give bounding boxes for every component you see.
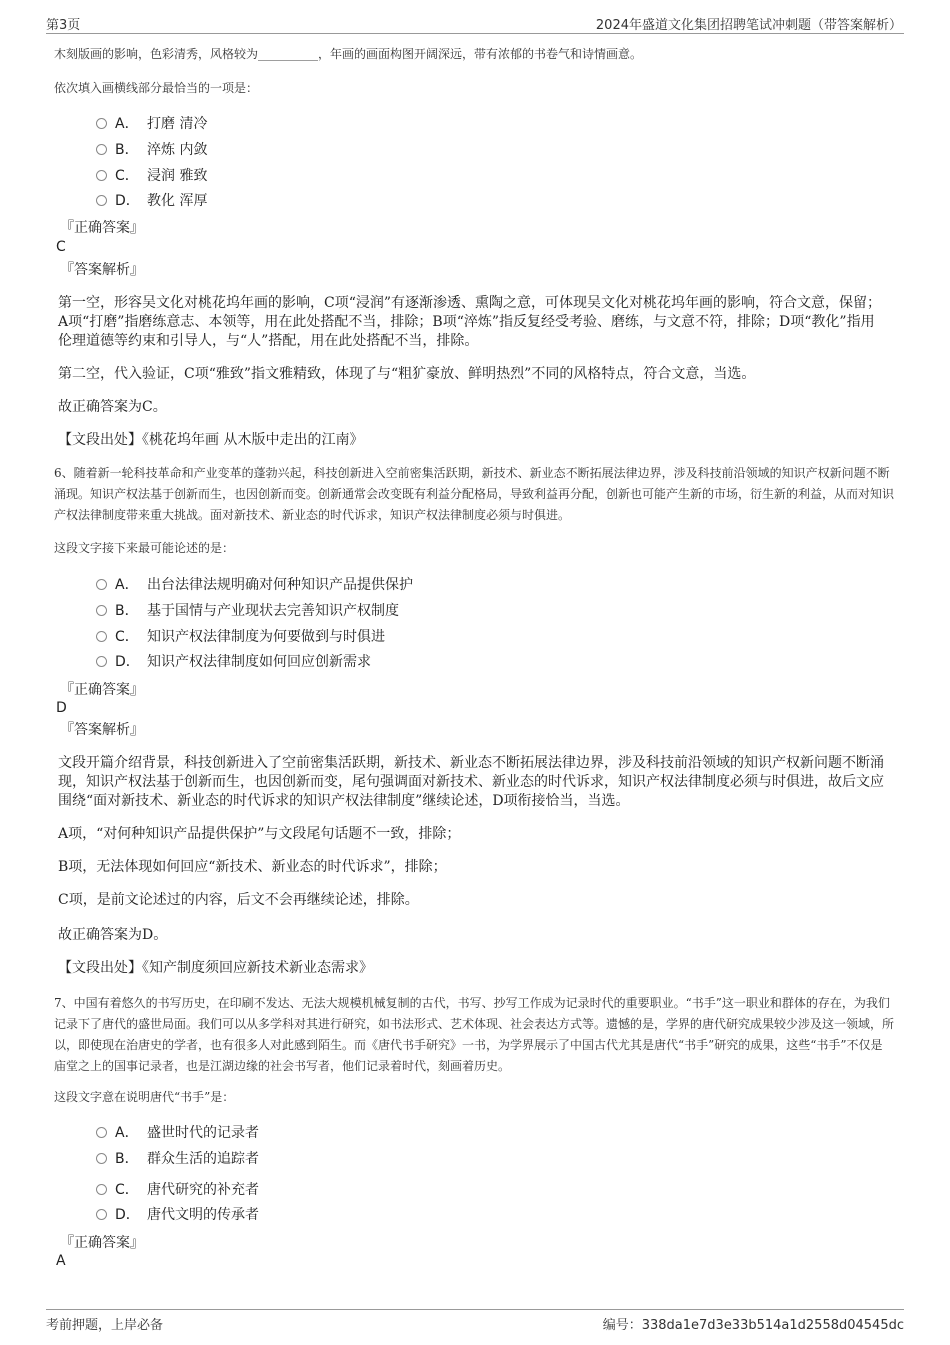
q5-analysis-1: 第一空，形容吴文化对桃花坞年画的影响，C项“浸润”有逐渐渗透、熏陶之意，可体现吴文化对桃花坞年画的影响，符合文意，保留；A项“打磨”指磨练意志、本领等，用在此处搭配不当，排除；B项“淬炼”指反复经受考验、磨练，与文意不符，排除；D项“教化”指用伦理道德等约束和引导人，与“人”搭配，用在此处搭配不当，排除。 — [58, 295, 882, 349]
q5-option-d[interactable]: D． 教化 浑厚 — [96, 191, 207, 211]
q6-analysis-2: A项，“对何种知识产品提供保护”与文段尾句话题不一致，排除； — [58, 826, 461, 842]
radio-icon[interactable] — [96, 195, 107, 206]
q5-analysis-2: 第二空，代入验证，C项“雅致”指文雅精致，体现了与“粗犷豪放、鲜明热烈”不同的风格特点，符合文意，当选。 — [58, 366, 756, 382]
q5-analysis-label: 『答案解析』 — [60, 262, 144, 278]
q6-option-b[interactable]: B． 基于国情与产业现状去完善知识产权制度 — [96, 601, 399, 621]
radio-icon[interactable] — [96, 118, 107, 129]
q6-answer-label: 『正确答案』 — [60, 682, 144, 698]
q6-option-d[interactable]: D． 知识产权法律制度如何回应创新需求 — [96, 652, 371, 672]
radio-icon[interactable] — [96, 605, 107, 616]
radio-icon[interactable] — [96, 656, 107, 667]
footer-rule — [46, 1309, 904, 1310]
radio-icon[interactable] — [96, 579, 107, 590]
radio-icon[interactable] — [96, 1153, 107, 1164]
page-number: 第3页 — [46, 18, 81, 33]
q6-prompt: 这段文字接下来最可能论述的是： — [54, 541, 235, 555]
q7-option-d[interactable]: D． 唐代文明的传承者 — [96, 1205, 259, 1225]
q7-answer: A — [56, 1253, 66, 1269]
page-footer — [0, 1305, 950, 1335]
q5-analysis-3: 故正确答案为C。 — [58, 399, 167, 415]
q6-source: 【文段出处】《知产制度须回应新技术新业态需求》 — [58, 960, 373, 976]
q5-answer-label: 『正确答案』 — [60, 220, 144, 236]
q5-option-a[interactable]: A． 打磨 清冷 — [96, 114, 207, 134]
radio-icon[interactable] — [96, 170, 107, 181]
radio-icon[interactable] — [96, 631, 107, 642]
q6-answer: D — [56, 700, 67, 716]
q5-text-tail: 木刻版画的影响，色彩清秀，风格较为__________，年画的画面构图开阔深远，带有浓郁的书卷气和诗情画意。 — [54, 47, 643, 61]
q7-text: 7、中国有着悠久的书写历史，在印刷不发达、无法大规模机械复制的古代，书写、抄写工作成为记录时代的重要职业。“书手”这一职业和群体的存在，为我们记录下了唐代的盛世局面。我们可以从多学科对其进行研究，如书法形式、艺术体现、社会表达方式等。遗憾的是，学界的唐代研究成果较少涉及这一领域，所以，即使现在治唐史的学者，也有很多人对此感到陌生。而《唐代书手研究》一书，为学界展示了中国古代尤其是唐代“书手”研究的成果，这些“书手”不仅是庙堂之上的国事记录者，也是江湖边缘的社会书写者，他们记录着时代，刻画着历史。 — [54, 996, 895, 1073]
q6-analysis-3: B项，无法体现如何回应“新技术、新业态的时代诉求”，排除； — [58, 859, 447, 875]
q6-analysis-1: 文段开篇介绍背景，科技创新进入了空前密集活跃期，新技术、新业态不断拓展法律边界，涉及科技前沿领域的知识产权新问题不断涌现，知识产权法基于创新而生，也因创新而变，尾句强调面对新技术、新业态的时代诉求，知识产权法律制度必须与时俱进，故后文应围绕“面对新技术、新业态的时代诉求的知识产权法律制度”继续论述，D项衔接恰当，当选。 — [58, 755, 884, 809]
q6-text: 6、随着新一轮科技革命和产业变革的蓬勃兴起，科技创新进入空前密集活跃期，新技术、新业态不断拓展法律边界，涉及科技前沿领域的知识产权新问题不断涌现。知识产权法基于创新而生，也因创新而变。创新通常会改变既有利益分配格局，导致利益再分配，创新也可能产生新的市场，衍生新的利益，从而对知识产权法律制度带来重大挑战。面对新技术、新业态的时代诉求，知识产权法律制度必须与时俱进。 — [54, 466, 895, 522]
footer-slogan: 考前押题，上岸必备 — [46, 1318, 164, 1333]
q6-analysis-label: 『答案解析』 — [60, 722, 144, 738]
page-header — [0, 0, 950, 36]
q5-source: 【文段出处】《桃花坞年画 从木版中走出的江南》 — [58, 432, 364, 448]
q7-option-c[interactable]: C． 唐代研究的补充者 — [96, 1180, 259, 1200]
header-rule — [46, 33, 904, 34]
q5-answer: C — [56, 239, 66, 255]
q7-prompt: 这段文字意在说明唐代“书手”是： — [54, 1090, 235, 1104]
q5-option-b[interactable]: B． 淬炼 内敛 — [96, 140, 207, 160]
radio-icon[interactable] — [96, 1127, 107, 1138]
q6-option-a[interactable]: A． 出台法律法规明确对何种知识产品提供保护 — [96, 575, 413, 595]
q7-option-a[interactable]: A． 盛世时代的记录者 — [96, 1123, 259, 1143]
q5-option-c[interactable]: C． 浸润 雅致 — [96, 166, 207, 186]
q5-prompt: 依次填入画横线部分最恰当的一项是： — [54, 81, 259, 95]
radio-icon[interactable] — [96, 1184, 107, 1195]
radio-icon[interactable] — [96, 1209, 107, 1220]
q7-option-b[interactable]: B． 群众生活的追踪者 — [96, 1149, 259, 1169]
document-id: 编号：338da1e7d3e33b514a1d2558d04545dc — [602, 1318, 904, 1333]
q7-answer-label: 『正确答案』 — [60, 1235, 144, 1251]
radio-icon[interactable] — [96, 144, 107, 155]
q6-analysis-4: C项，是前文论述过的内容，后文不会再继续论述，排除。 — [58, 892, 419, 908]
document-title: 2024年盛道文化集团招聘笔试冲刺题（带答案解析） — [595, 18, 902, 33]
q6-option-c[interactable]: C． 知识产权法律制度为何要做到与时俱进 — [96, 627, 385, 647]
q6-analysis-5: 故正确答案为D。 — [58, 927, 168, 943]
